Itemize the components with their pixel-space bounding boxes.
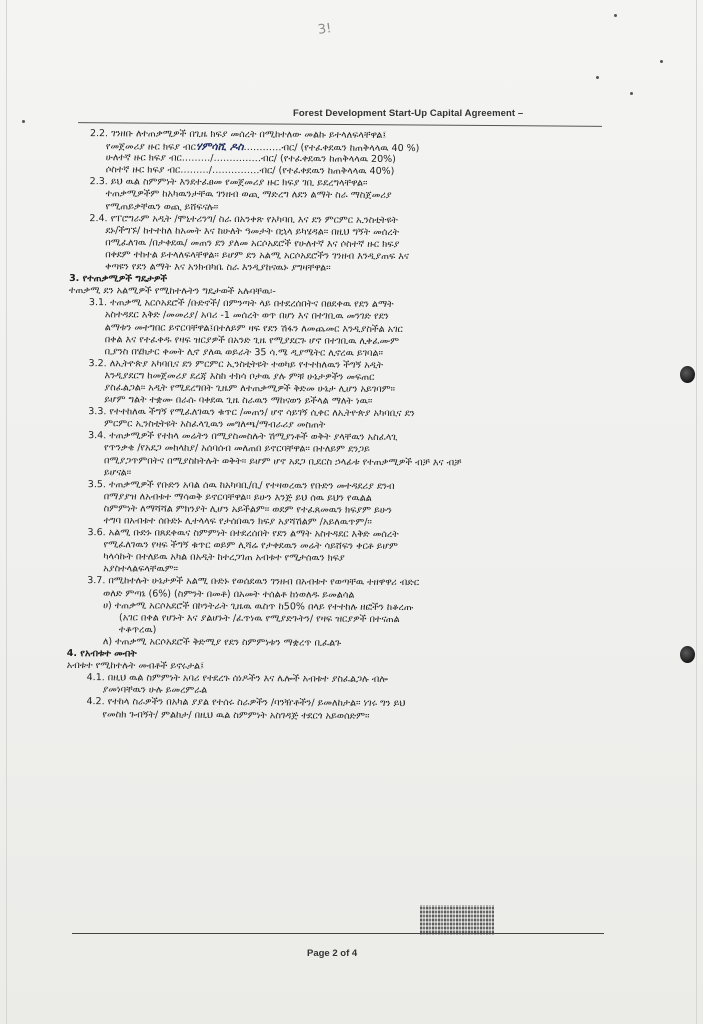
line-text: ሁለተኛ ዙር ክፍያ ብር………/……………ብር/ (የተፈቀደዉን ከጠቅላላዉ 20%) [105,152,396,166]
body-line [66,708,604,723]
line-text: ምርምር ኢንስቲትዩት አስፈላጊዉን መግለጫ/ማብራሪያ መስጠት [104,418,326,431]
line-text: ተጠቃሚ ደን አልሚዎች የሚከተሉትን ግዴታወች አሉባቸዉ፡- [68,285,276,298]
line-text: ይሆም ግልት ተቋሙ በራሱ ባቀደዉ ጊዜ ስራዉን ማከናወን ይችላል ማለት ነዉ፡፡ [104,394,373,407]
line-text: ተግባ በአብቱተ ሰቡድኑ ሊተላላፍ የታሰበዉን ክፍያ አያሻሽልም /አይለዉጥም/፡፡ [103,515,372,528]
line-text: የመጀመሪያ ዙር ክፍያ ብር [105,141,196,153]
page-edge [6,0,7,1024]
line-text: አብቱተ የሚከተሉት መብቶች ይኖሩታል፤ [66,660,205,672]
line-text: አያስተላልፍላቸዉም፡፡ [103,563,179,576]
line-text: 2.2. ገንዘቡ ለተጠቃሚዎች በጊዜ ክፍያ መሰረት በሚከተለው መልኩ ይተላለፍላቸዋል፤ [89,128,387,141]
line-text: 2.4. የፐሮግራም አዲት /ሞኒተሪንግ/ ስራ በአንቀጽ የአካባቢ እና ደን ምርምር ኢንስቲትዩት [89,212,398,226]
line-text: በማያያዝ ለአብቱተ ማሳወቅ ይኖርባቸዋል፡፡ ይሁን እንጅ ይህ ሰዉ ይህን የዉልል [103,491,372,504]
line-text: 4. የአብቱተ መብት [66,648,137,660]
line-text: ይሆናል፡፡ [103,466,132,479]
line-text: 3.1. ተጠቃሚ አርሶአደሮች /ቡድኖች/ በምንጣት ላይ በተደረሰበትና በፀደቀዉ የደን ልማት [88,297,394,311]
page-edge [696,0,697,1024]
line-text: የሚፈለገዉን የዛፍ ችግኝ ቁጥር ወይም ሊሻሬ የታቀደዉን መሬት ሳይሸፍን ቀርቶ ይሆም [103,539,398,553]
line-text: የመስክ ጉብኝት/ ምልከታ/ በዚህ ዉል ስምምነት አስገዳጅ ተደርጎ አይወሰድም፡፡ [102,708,370,722]
line-text: በሚያጋጥምበትና በሚያስከትሉት ወቅት፡፡ ይሆም ሆኖ አደጋ ቢደርስ ኃላፊቱ የተጠቃሚዎች ብቻ እና ብቻ [103,454,462,468]
line-text: በሚፈለገዉ /በታቀደዉ/ መጠን ደን ያለመ አርሶአደሮች የሁለተኛ እና ሶስተኛ ዙር ክፍያ [105,237,400,250]
line-text: ደኑ/ችግኙ/ ከተተከለ ከአመት እና ከሁለት ዓመታት በኋላ ይካሄዳል፡፡ በዚህ ግኝት መሰረት [105,224,400,238]
line-text: 3.5. ተጠቃሚዎች የቡድን አባል ሰዉ ከአካባቢ/ቢ/ የተዛወረዉን የቡድን መተዳደሪያ ደንብ [87,478,395,492]
line-text: ቀጣዩን የደን ልማት እና አንክብካቤ ስራ እንዲያከናዉኑ ያግዛቸዋል፡፡ [105,261,331,274]
line-text: 3.3. የተተከለዉ ችግኝ የሚፈለገዉን ቁጥር /መጠን/ ሆኖ ሳይገኝ ሲቀር ለኢትዮጵያ አካባቢና ደን [88,406,415,420]
line-text: ሀ) ተጠቃሚ አርሶአደሮች በኮንትራት ጊዜዉ ዉስጥ ከ50% በላይ የተተከሉ ዘፎችን ከቆረጡ [103,599,414,613]
line-text: ያስፈልጋል፡፡ አዲት የሚደረግበት ጊዜም ለተጠቃሚዎች ቅድመ ሁኔታ ሊሆን አይገባም፡፡ [104,382,396,395]
line-text: ወለድ ምጣኔ (6%) (ስምንት በመቶ) በአመት ተሰልቶ ከነወለዱ ይመልሳል [103,587,355,601]
line-text: የጥንቃቄ /የአደጋ መከላከያ/ አሰባሰብ መለጠበ ይኖርባቸዋል፡፡ በተለይም ደንጋይ [104,442,370,456]
line-text: ያመነባቸዉን ሁሉ ይመረምራል [102,684,208,697]
line-text: 3. የተጠቃሚዎች ግዴታዎች [69,273,168,285]
handwritten-amount: ሃምሳሺ ዶስ [195,140,244,154]
line-text: በቀደም ተከተል ይተላለፍላቸዋል፡፡ ይሆም ደን አልሚ አርሶአደሮችን ገንዘብ እንዲያጠፍ እና [105,249,409,263]
line-text: 4.1. በዚህ ዉል ስምምነት አባሪ የተደረጉ ሰነዶችን እና ሌሎች አብቱተ ያስፈልጋሉ ብሎ [86,672,388,686]
line-text: ስምምነት ለማሻሻል ምክንያት ሊሆን አይችልም፡፡ ወደም የተፈጸመዉን ክፍያም ይሁን [103,503,392,516]
line-text: እንዲያደርግ ከመጀመሪያ ደረጃ እስከ ተክሳ ቦታዉ ያሉ ምቹ ሁኔታዎችን መፍጠር [104,370,375,383]
line-text: ተጠቃሚዎችም ከአካዉንታቸዉ ገንዘብ ወጪ ማድረግ ለደን ልማት ስራ ማስጀመሪያ [105,188,392,202]
footer-rule [72,933,604,934]
line-text: ልማቱን መተግበር ይኖርባቸዋል፤በተለይም ዛፍ የደን ሽፋን ለመጨመር እንዲያስችል አገር [104,321,403,335]
header-rule [78,122,602,127]
line-text: ለ) ተጠቃሚ አርሶአደሮች ቅድሚያ የደን ስምምነቱን ማቋረጥ ቢፈልጉ [102,636,342,649]
line-text: ሶስተኛ ዙር ክፍያ ብር………/……………ብር/ (የተፈቀደዉን ከጠቅላላዉ 40%) [105,164,395,178]
line-text: የሚጠይቃቸዉን ወጪ ይሸፍናሉ፡፡ [105,200,219,213]
line-text: 3.2. ለኢትዮጵያ አካባቢና ደን ምርምር ኢንስቲትዩት ተወካይ የተተከለዉን ችግኝ አዲት [88,357,384,371]
stamp-mark [420,905,494,935]
line-text-tail: …………ብር/ (የተፈቀደዉን ከጠቅላላዉ 40 %) [243,142,420,155]
line-text: 3.6. አልሚ ቡድኑ በጸደቀዉና ስምምነት በተደረሰበት የደን ልማት አስተዳደር እቅድ መሰረት [87,527,399,541]
document-body [66,128,608,724]
punch-hole [680,646,695,663]
line-text: 2.3. ይህ ዉል ስምምነት እንደተፈፀመ የመጀመሪያ ዙር ክፍያ ገቢ ይደረግላቸዋል። [89,176,368,190]
handwritten-mark: 3! [317,21,333,38]
line-text: 4.2. የተከላ ስራዎችን በአካል ያያል የተሰሩ ስራዎችን /ባንዥቶችን/ ይመለከታል፡፡ ነገሩ ግን ይህ [86,696,406,710]
line-text: 3.4. ተጠቃሚዎች የተከላ መሬትን በሚያስመስሉት ሽሚያነቶች ወቅት ያላቸዉን አስፈላጊ [88,430,398,444]
line-text: ተቆጥረዉ) [118,624,157,636]
document-header: Forest Development Start-Up Capital Agreement – [293,108,524,119]
line-text: በቀል እና የተፈቀዱ የዛፍ ዝርያዎች በአንድ ጊዜ የሚያደርጉ ሆኖ በተገቢዉ ሊቀፈሙም [104,333,400,347]
line-text: (አገር በቀል የሆኑት እና ያልሆኑት /ፈጥነዉ የሚያድጉትን/ የዛፍ ዝርያዎች በተናጠል [118,612,400,625]
punch-hole [680,366,695,383]
line-text: ካላሳኩት በተለይዉ አካል በአዲት ከተረጋገጠ አብቱተ የሚታሰዉን ክፍያ [103,551,345,564]
line-text: ቢያንስ በሄክታር ቀመት ሊኖ ያለዉ ወይራት 35 ሳ.ሜ ዲያሜትር ሊኖረዉ ይገባል፡፡ [104,345,384,359]
line-text: 3.7. በሚከተሉት ሁኔታዎች አልሚ ቡድኑ የወሰደዉን ገንዘብ በአብቱተ የወጣቸዉ ተዘዋዋሪ ብድር [87,575,420,589]
page-number: Page 2 of 4 [307,948,358,959]
line-text: አስተዳደር እቅድ /መመሪያ/ አባሪ -1 መሰረት ወጥ በሆነ እና በተገቢዉ መንገድ የደን [104,309,389,323]
